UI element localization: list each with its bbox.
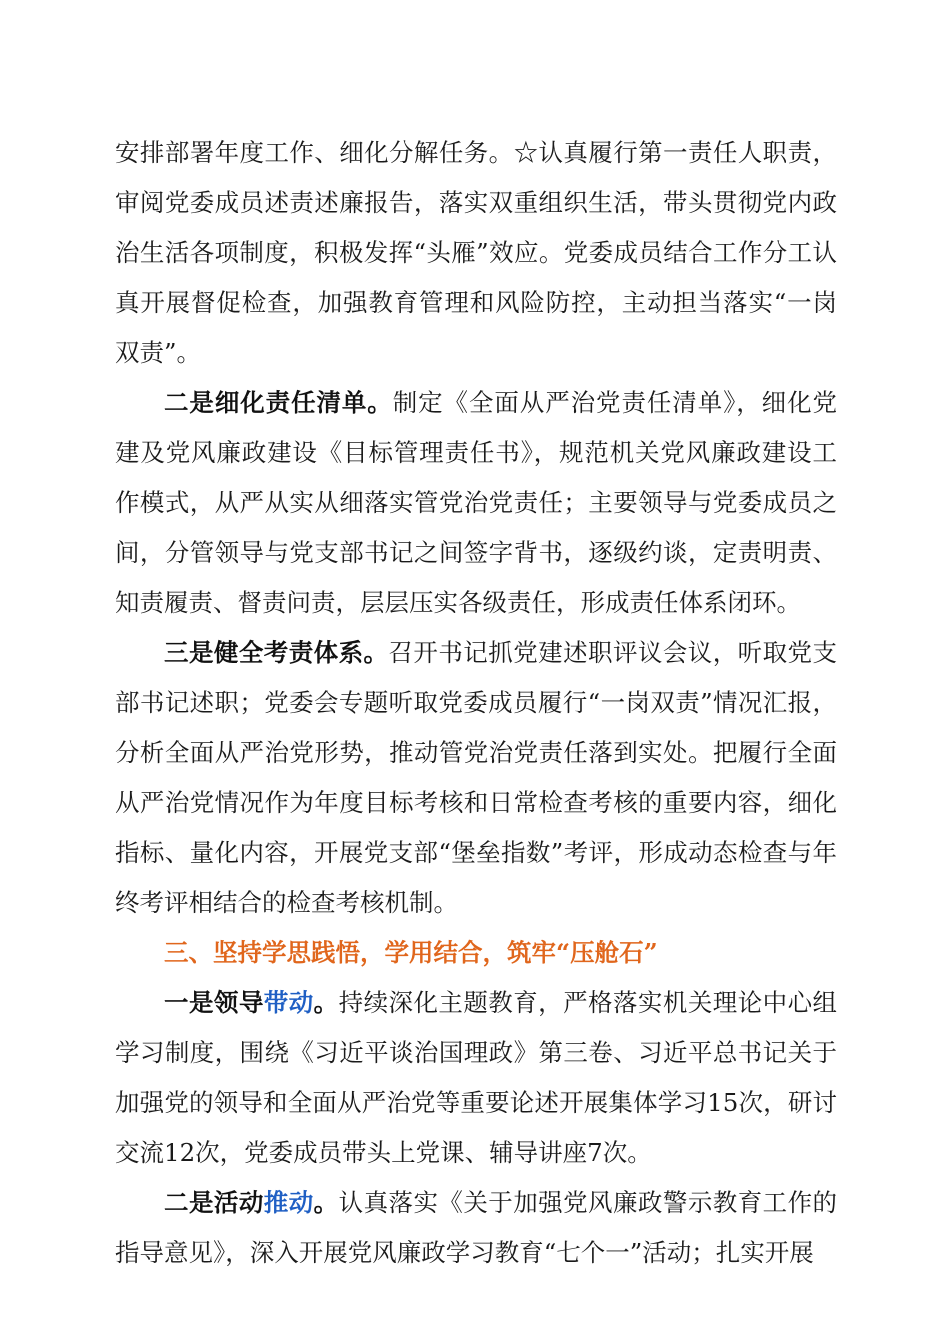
paragraph-text: 持续深化主题教育，严格落实机关理论中心组学习制度，围绕《习近平谈治国理政》第三卷、习近平总书记关于加强党的领导和全面从严治党等重要论述开展集体学习15次，研讨交流12次，党委成员带头上党课、辅导讲座7次。 [115, 988, 838, 1167]
document-body [115, 128, 837, 1278]
paragraph-lead: 一是领导 [164, 988, 264, 1017]
paragraph-text: 安排部署年度工作、细化分解任务。☆认真履行第一责任人职责，审阅党委成员述责述廉报告，落实双重组织生活，带头贯彻党内政治生活各项制度，积极发挥“头雁”效应。党委成员结合工作分工认真开展督促检查，加强教育管理和风险防控，主动担当落实“一岗双责”。 [115, 138, 837, 367]
section-heading: 三、坚持学思践悟，学用结合，筑牢“压舱石” [164, 938, 658, 967]
paragraph-text: 制定《全面从严治党责任清单》，细化党建及党风廉政建设《目标管理责任书》，规范机关党风廉政建设工作模式，从严从实从细落实管党治党责任；主要领导与党委成员之间，分管领导与党支部书记之间签字背书，逐级约谈，定责明责、知责履责、督责问责，层层压实各级责任，形成责任体系闭环。 [115, 388, 838, 617]
paragraph-text: 认真落实《关于加强党风廉政警示教育工作的指导意见》，深入开展党风廉政学习教育“七个一”活动；扎实开展 [115, 1188, 838, 1267]
paragraph-lead-end: 。 [313, 988, 339, 1017]
paragraph-lead-highlight: 带动 [263, 988, 314, 1017]
paragraph-lead: 三是健全考责体系。 [164, 638, 389, 667]
paragraph-lead-end: 。 [313, 1188, 339, 1217]
paragraph-activity-drive [115, 1178, 837, 1278]
paragraph-assessment-system [115, 628, 837, 928]
paragraph-text: 召开书记抓党建述职评议会议，听取党支部书记述职；党委会专题听取党委成员履行“一岗双责”情况汇报，分析全面从严治党形势，推动管党治党责任落到实处。把履行全面从严治党情况作为年度目标考核和日常检查考核的重要内容，细化指标、量化内容，开展党支部“堡垒指数”考评，形成动态检查与年终考评相结合的检查考核机制。 [115, 638, 838, 917]
paragraph-lead: 二是细化责任清单。 [164, 388, 393, 417]
paragraph-responsibility-list [115, 378, 837, 628]
paragraph-lead-highlight: 推动 [263, 1188, 314, 1217]
paragraph-lead: 二是活动 [164, 1188, 264, 1217]
paragraph-leadership-drive [115, 978, 837, 1178]
paragraph-responsibility-duties [115, 128, 837, 378]
